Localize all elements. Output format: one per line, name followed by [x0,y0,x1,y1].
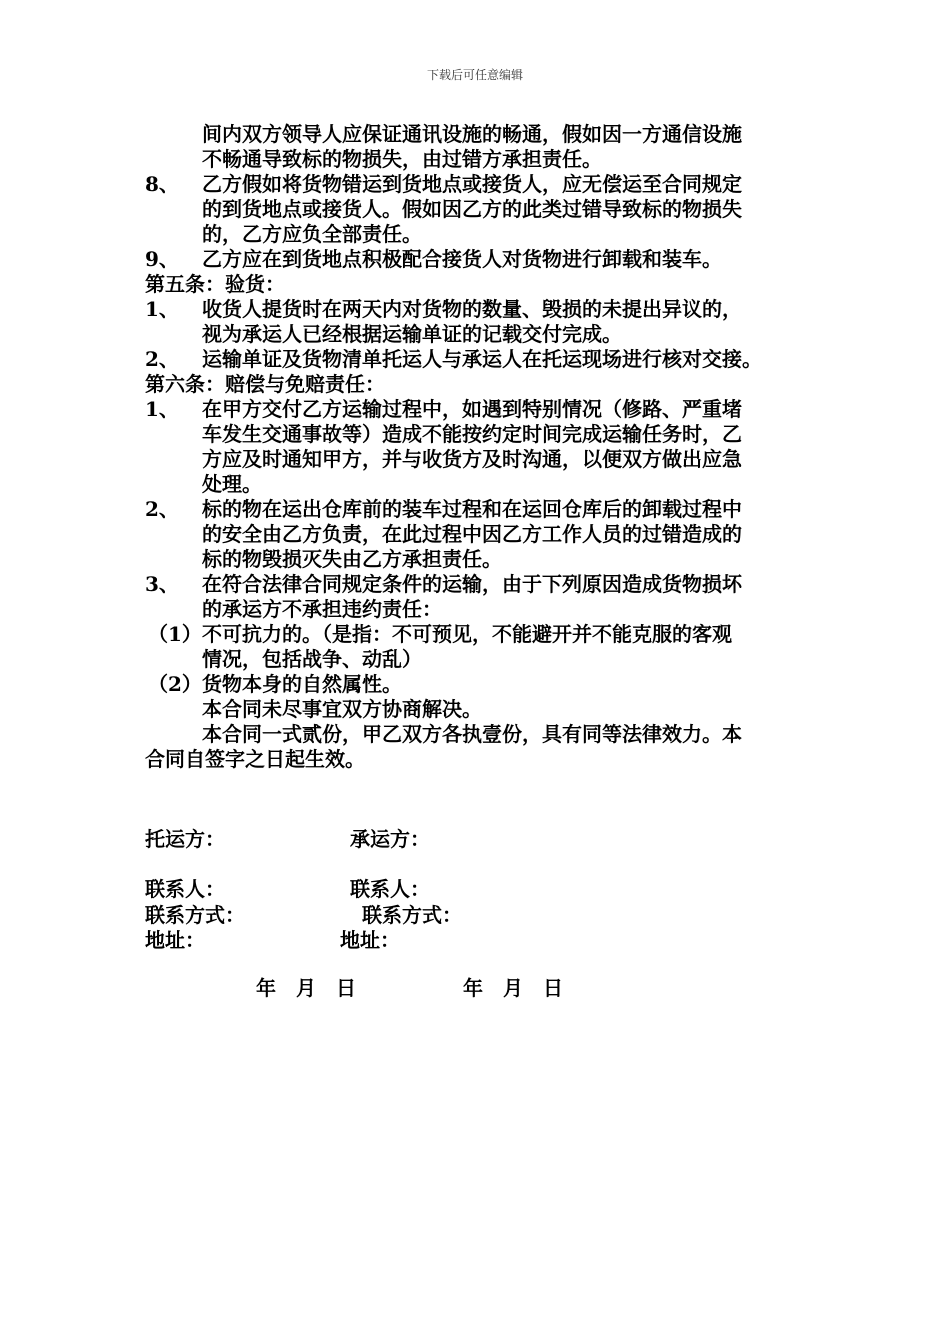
clause-number: 2、 [145,347,179,371]
header-note: 下载后可任意编辑 [426,68,523,82]
clause-text: 乙方应在到货地点积极配合接货人对货物进行卸载和装车。 [202,247,722,271]
clause-text: 不可抗力的。（是指：不可预见，不能避开并不能克服的客观 [202,622,732,646]
clause-number: 1、 [145,397,179,421]
closing-line-1: 本合同未尽事宜双方协商解决。 [202,697,482,721]
continuation-line: 间内双方领导人应保证通讯设施的畅通，假如因一方通信设施 [202,122,742,146]
article-5-heading: 第五条：验货： [145,272,285,296]
clause-text: 运输单证及货物清单托运人与承运人在托运现场进行核对交接。 [202,347,762,371]
clause-text: 乙方假如将货物错运到货地点或接货人，应无偿运至合同规定 [202,172,742,196]
clause-text: 情况，包括战争、动乱） [202,647,422,671]
clause-text: 的安全由乙方负责，在此过程中因乙方工作人员的过错造成的 [202,522,742,546]
date-right: 年 月 日 [463,976,563,1000]
clause-item-8 [145,172,825,197]
clause-number: 3、 [145,572,179,596]
clause-text: 方应及时通知甲方，并与收货方及时沟通，以便双方做出应急 [202,447,742,471]
article-6-heading: 第六条：赔偿与免赔责任： [145,372,385,396]
closing-line-2: 本合同一式贰份，甲乙双方各执壹份，具有同等法律效力。本 [202,722,742,746]
clause-number: 2、 [145,497,179,521]
clause-text: 标的物毁损灭失由乙方承担责任。 [202,547,502,571]
clause-text: 在甲方交付乙方运输过程中，如遇到特别情况（修路、严重堵 [202,397,742,421]
date-left: 年 月 日 [256,976,356,1000]
address-left: 地址： [145,928,205,952]
clause-text: 标的物在运出仓库前的装车过程和在运回仓库后的卸载过程中 [202,497,742,521]
contract-body [145,122,825,772]
clause-text: 的，乙方应负全部责任。 [202,222,422,246]
contact-method-left: 联系方式： [145,903,245,927]
carrier-label: 承运方： [350,827,430,851]
article-6-subitem-2 [145,672,825,697]
closing-line-3: 合同自签字之日起生效。 [145,747,365,771]
article-5-item-2 [145,347,825,372]
clause-number: 1、 [145,297,179,321]
article-6-item-2 [145,497,825,522]
clause-text: 的承运方不承担违约责任： [202,597,442,621]
article-6-item-1 [145,397,825,422]
clause-text: 的到货地点或接货人。假如因乙方的此类过错导致标的物损失 [202,197,742,221]
address-right: 地址： [340,928,400,952]
clause-item-9 [145,247,825,272]
contact-person-left: 联系人： [145,877,225,901]
contact-method-right: 联系方式： [362,903,462,927]
clause-text: 视为承运人已经根据运输单证的记载交付完成。 [202,322,622,346]
clause-text: 在符合法律合同规定条件的运输，由于下列原因造成货物损坏 [202,572,742,596]
clause-text: 货物本身的自然属性。 [202,672,402,696]
continuation-line: 不畅通导致标的物损失，由过错方承担责任。 [202,147,602,171]
clause-number: 9、 [145,247,179,271]
subclause-number: （1） [148,622,202,646]
contact-person-right: 联系人： [350,877,430,901]
clause-text: 车发生交通事故等）造成不能按约定时间完成运输任务时，乙 [202,422,742,446]
article-6-item-3 [145,572,825,597]
clause-text: 收货人提货时在两天内对货物的数量、毁损的未提出异议的， [202,297,742,321]
clause-number: 8、 [145,172,179,196]
consignor-label: 托运方： [145,827,225,851]
article-5-item-1 [145,297,825,322]
subclause-number: （2） [148,672,202,696]
clause-text: 处理。 [202,472,262,496]
article-6-subitem-1 [145,622,825,647]
